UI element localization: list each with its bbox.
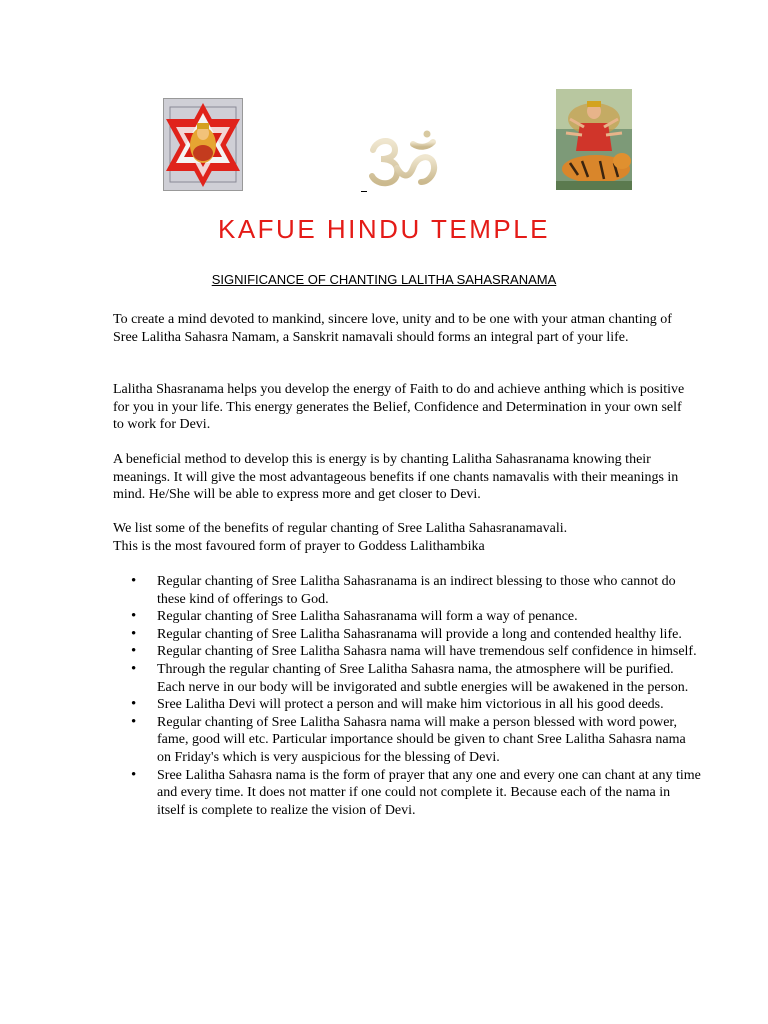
list-item: • Regular chanting of Sree Lalitha Sahasra nama will have tremendous self confidence in himself. [131, 643, 701, 661]
list-intro [113, 520, 693, 555]
benefits-list [131, 573, 701, 819]
list-item: • Regular chanting of Sree Lalitha Sahasranama is an indirect blessing to those who cannot do these kind of offerings to God. [131, 573, 701, 608]
lalitha-devi-image [163, 98, 243, 191]
om-link-underline [361, 191, 367, 192]
list-item: • Regular chanting of Sree Lalitha Sahasranama will form a way of penance. [131, 608, 701, 626]
paragraph-text: To create a mind devoted to mankind, sincere love, unity and to be one with your atman chanting of Sree Lalitha Sahasra Namam, a Sanskrit namavali should forms an integral part of your life. [113, 312, 672, 345]
durga-icon [556, 89, 632, 190]
paragraph [113, 381, 693, 434]
paragraph-text: Lalitha Shasranama helps you develop the energy of Faith to do and achieve anthing which is positive for you in your life. This energy generates the Belief, Confidence and Determination in your own self to work for Devi. [113, 382, 685, 433]
paragraph [113, 451, 693, 504]
list-item: • Through the regular chanting of Sree Lalitha Sahasra nama, the atmosphere will be purified. Each nerve in our body will be invigorated and subtle energies will be awakened in the person. [131, 661, 701, 696]
om-icon [367, 128, 441, 190]
page-subtitle: SIGNIFICANCE OF CHANTING LALITHA SAHASRANAMA [211, 272, 557, 287]
paragraph-text: A beneficial method to develop this is energy is by chanting Lalitha Sahasranama knowing their meanings. It will give the most advantageous benefits if one chants namavalis with their meanings in mind. He/She will be able to express more and get closer to Devi. [113, 452, 679, 503]
page-title: KAFUE HINDU TEMPLE [217, 214, 550, 244]
list-item: • Sree Lalitha Devi will protect a person and will make him victorious in all his good deeds. [131, 696, 701, 714]
list-item: • Sree Lalitha Sahasra nama is the form of prayer that any one and every one can chant at any time and every time. It does not matter if one could not complete it. Because each of the nama in itself is complete to realize the vision of Devi. [131, 767, 701, 820]
om-symbol-image [367, 128, 441, 190]
list-item: • Regular chanting of Sree Lalitha Sahasra nama will make a person blessed with word power, fame, good will etc. Particular importance should be given to chant Sree Lalitha Sahasra nama on Friday's which is very auspicious for the blessing of Devi. [131, 714, 701, 767]
paragraph [113, 311, 693, 346]
list-item: • Regular chanting of Sree Lalitha Sahasranama will provide a long and contended healthy life. [131, 626, 701, 644]
durga-devi-image [556, 89, 632, 190]
sri-yantra-icon [164, 99, 242, 190]
list-intro-line: We list some of the benefits of regular chanting of Sree Lalitha Sahasranamavali. [113, 521, 568, 536]
list-intro-line: This is the most favoured form of prayer to Goddess Lalithambika [113, 538, 485, 554]
